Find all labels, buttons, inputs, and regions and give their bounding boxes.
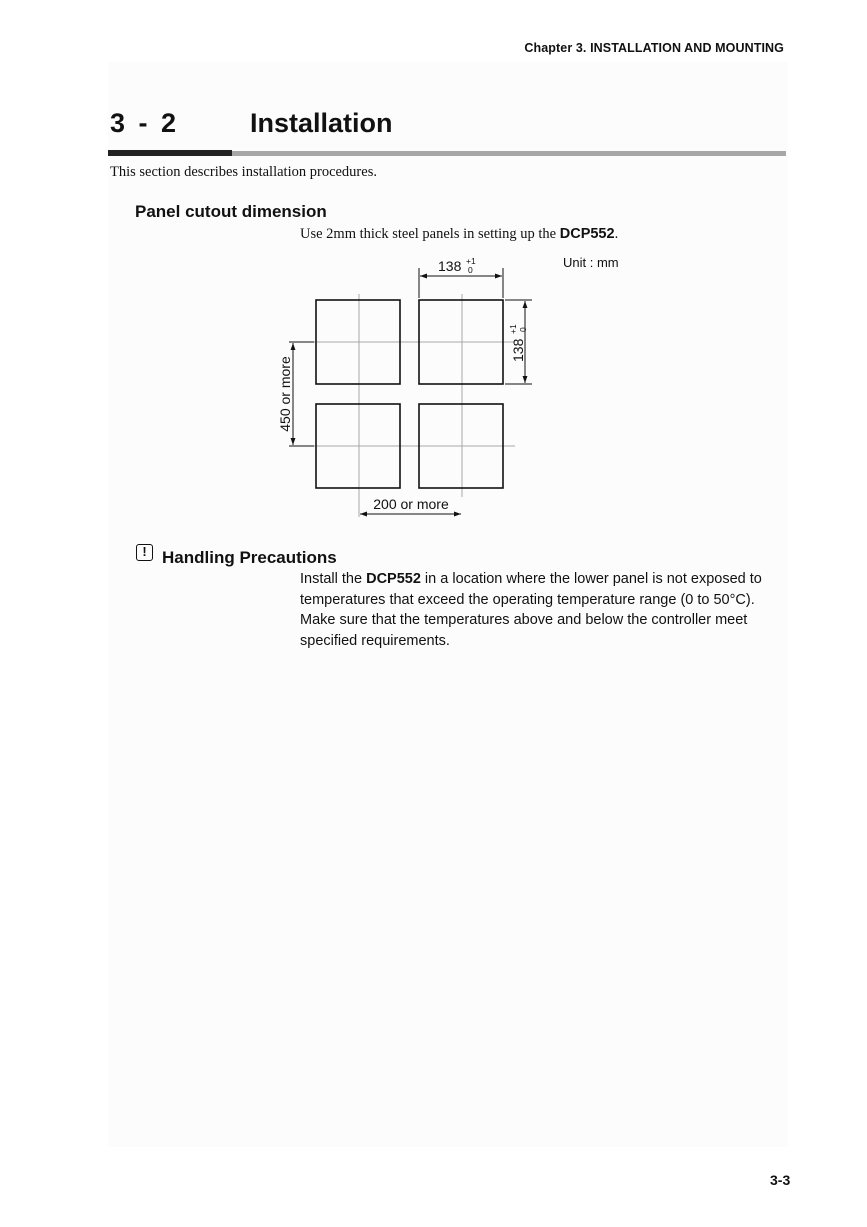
panel-note-model: DCP552 xyxy=(559,226,615,242)
caution-icon: ! xyxy=(136,544,153,561)
center-lines xyxy=(292,294,515,517)
section-intro: This section describes installation procedures. xyxy=(110,164,377,180)
panel-cutout-heading: Panel cutout dimension xyxy=(135,202,327,221)
handling-model: DCP552 xyxy=(366,571,421,587)
section-number: 3 - 2 xyxy=(110,108,177,138)
handling-precautions-text xyxy=(300,569,775,651)
height-dim-label: 138 xyxy=(510,338,526,362)
dimension-lines xyxy=(289,268,532,514)
section-rule-light xyxy=(232,151,786,156)
page-number: 3-3 xyxy=(770,1172,791,1188)
section-rule-dark xyxy=(108,150,232,156)
panel-thickness-note xyxy=(300,226,618,243)
width-tol-zero: 0 xyxy=(468,265,473,275)
horizontal-pitch-label: 200 or more xyxy=(373,496,449,512)
cutout-squares xyxy=(316,300,503,488)
section-title: Installation xyxy=(250,108,393,138)
running-header: Chapter 3. INSTALLATION AND MOUNTING xyxy=(524,41,784,55)
panel-note-suffix: . xyxy=(614,226,619,242)
height-tol-zero: 0 xyxy=(518,327,528,332)
width-dim-label: 138 xyxy=(438,258,462,274)
width-tol-plus: +1 xyxy=(466,256,476,266)
handling-precautions-heading: Handling Precautions xyxy=(162,548,337,567)
handling-text-part1: Install the xyxy=(300,571,367,587)
panel-note-prefix: Use 2mm thick steel panels in setting up the xyxy=(300,226,560,242)
height-tol-plus: +1 xyxy=(508,324,518,334)
panel-cutout-diagram xyxy=(270,252,540,522)
unit-label: Unit : mm xyxy=(563,255,619,270)
handling-text-part2: in a location where the lower panel is not exposed to temperatures that exceed the operating temperature range (0 to 50°C). Make sure that the temperatures above and below the controller meet specified requirements. xyxy=(300,571,762,649)
vertical-pitch-label: 450 or more xyxy=(277,356,293,432)
